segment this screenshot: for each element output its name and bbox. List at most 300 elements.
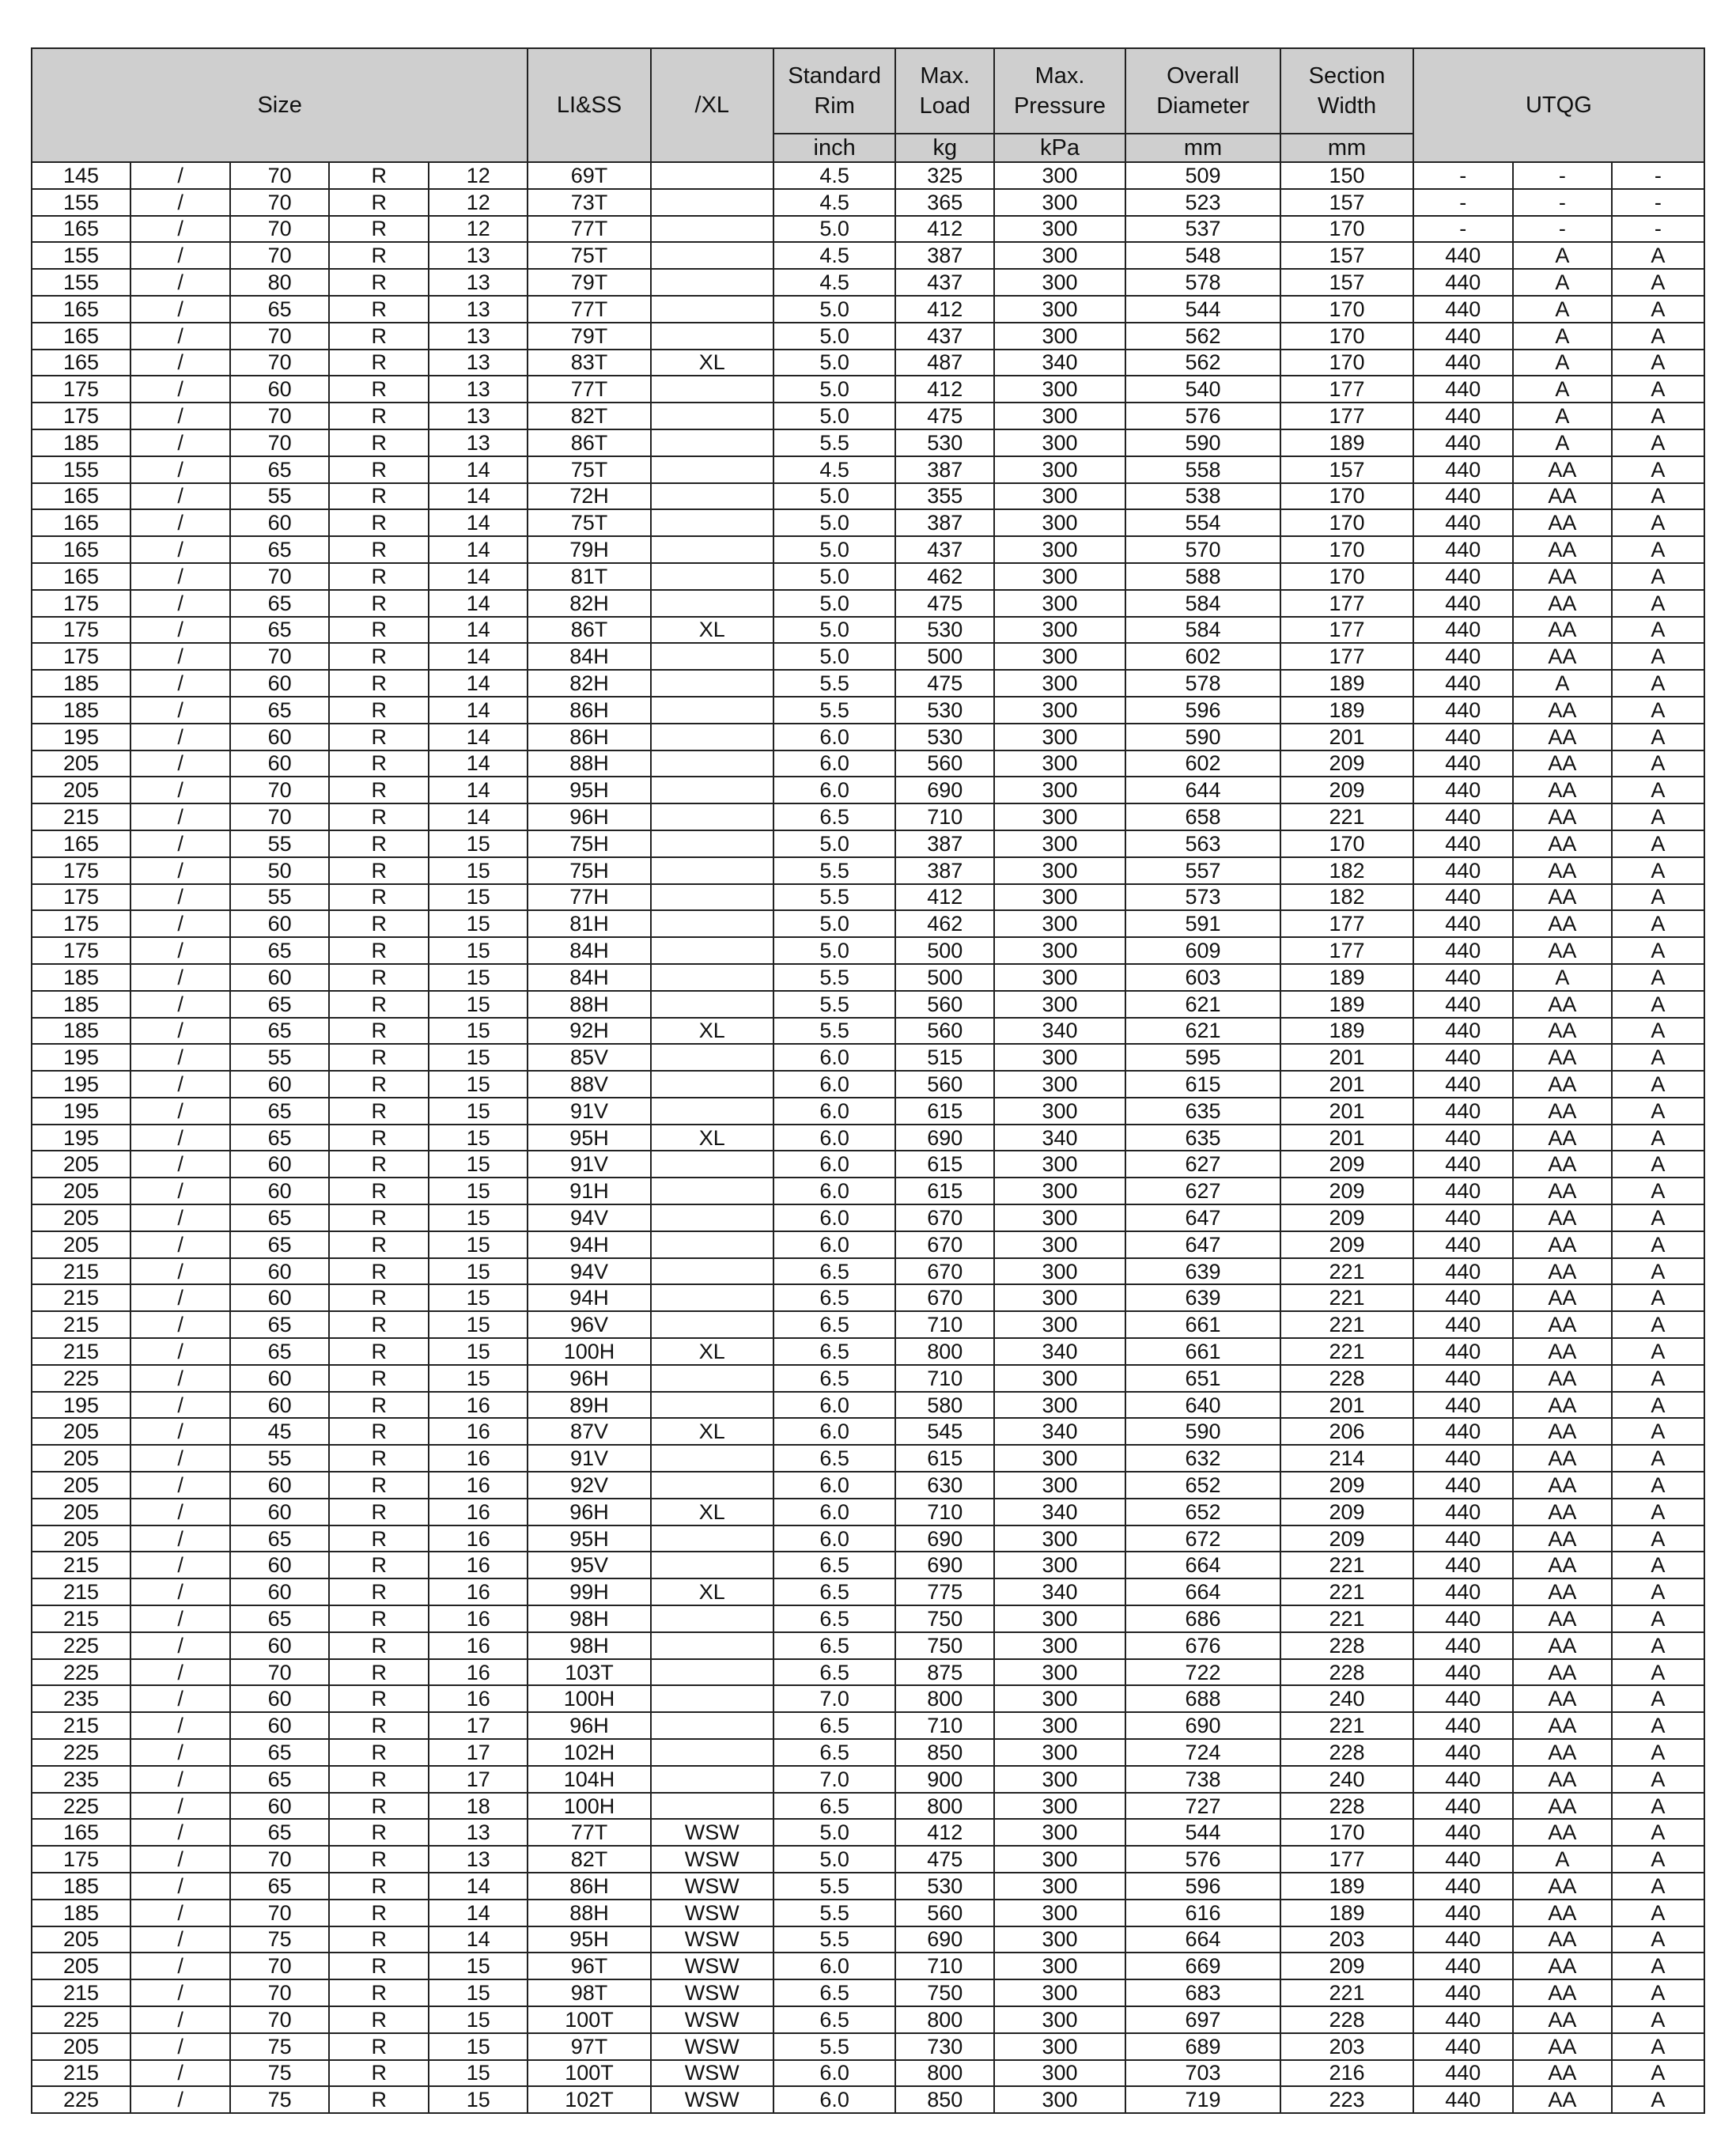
cell-utqg-temperature: A [1612,1044,1704,1071]
cell-utqg-temperature: A [1612,1926,1704,1953]
cell-slash: / [130,429,230,456]
cell-construction: R [329,1926,429,1953]
cell-max-pressure: 300 [994,429,1125,456]
cell-li-ss: 94V [528,1258,650,1285]
cell-slash: / [130,910,230,937]
cell-standard-rim: 5.0 [773,617,895,644]
cell-max-pressure: 300 [994,1445,1125,1472]
cell-utqg-traction: AA [1513,1018,1612,1045]
cell-rim-diameter: 15 [429,884,528,911]
cell-utqg-treadwear: 440 [1413,1499,1513,1525]
cell-overall-diameter: 639 [1125,1258,1281,1285]
cell-rim-diameter: 15 [429,1979,528,2006]
cell-max-pressure: 300 [994,1258,1125,1285]
table-row [32,2060,1704,2087]
cell-aspect: 65 [230,1525,329,1552]
cell-width: 165 [32,1819,130,1846]
header-max-load: Max. Load [895,48,994,134]
cell-utqg-treadwear: 440 [1413,1204,1513,1231]
tire-spec-sheet [31,47,1705,2114]
cell-utqg-temperature: A [1612,670,1704,697]
cell-construction: R [329,964,429,991]
cell-utqg-temperature: A [1612,1739,1704,1766]
cell-utqg-treadwear: 440 [1413,724,1513,750]
table-row [32,429,1704,456]
cell-section-width: 221 [1280,1712,1413,1739]
cell-slash: / [130,509,230,536]
cell-section-width: 209 [1280,750,1413,777]
table-row [32,991,1704,1018]
cell-max-load: 412 [895,376,994,403]
cell-overall-diameter: 590 [1125,724,1281,750]
cell-utqg-traction: AA [1513,1766,1612,1793]
cell-section-width: 228 [1280,1739,1413,1766]
cell-section-width: 177 [1280,376,1413,403]
cell-construction: R [329,1071,429,1098]
cell-overall-diameter: 627 [1125,1151,1281,1178]
cell-rim-diameter: 13 [429,296,528,323]
cell-aspect: 60 [230,1178,329,1204]
table-row [32,1151,1704,1178]
cell-width: 225 [32,1365,130,1392]
cell-construction: R [329,1018,429,1045]
cell-utqg-traction: AA [1513,1525,1612,1552]
cell-overall-diameter: 664 [1125,1578,1281,1605]
table-row [32,216,1704,243]
cell-xl: XL [651,350,773,376]
cell-max-load: 710 [895,1712,994,1739]
cell-max-pressure: 300 [994,2086,1125,2113]
cell-aspect: 60 [230,1578,329,1605]
cell-utqg-treadwear: 440 [1413,1793,1513,1820]
cell-utqg-traction: A [1513,350,1612,376]
cell-max-pressure: 340 [994,1578,1125,1605]
cell-utqg-traction: AA [1513,910,1612,937]
cell-overall-diameter: 697 [1125,2006,1281,2033]
cell-max-load: 730 [895,2033,994,2060]
cell-xl [651,857,773,884]
cell-standard-rim: 6.5 [773,803,895,830]
cell-max-load: 530 [895,429,994,456]
cell-width: 185 [32,670,130,697]
cell-overall-diameter: 664 [1125,1926,1281,1953]
cell-rim-diameter: 12 [429,162,528,189]
cell-utqg-treadwear: 440 [1413,991,1513,1018]
cell-utqg-temperature: A [1612,1258,1704,1285]
cell-section-width: 182 [1280,857,1413,884]
cell-max-load: 462 [895,910,994,937]
cell-slash: / [130,563,230,590]
cell-xl: WSW [651,1819,773,1846]
cell-utqg-traction: A [1513,269,1612,296]
cell-max-pressure: 300 [994,1525,1125,1552]
cell-max-pressure: 300 [994,1793,1125,1820]
cell-max-pressure: 300 [994,1766,1125,1793]
cell-xl [651,937,773,964]
cell-rim-diameter: 16 [429,1392,528,1419]
cell-construction: R [329,1712,429,1739]
cell-xl [651,1204,773,1231]
cell-utqg-traction: AA [1513,1499,1612,1525]
cell-li-ss: 88H [528,750,650,777]
cell-overall-diameter: 563 [1125,830,1281,857]
cell-xl: XL [651,1125,773,1151]
cell-construction: R [329,563,429,590]
cell-construction: R [329,1178,429,1204]
cell-section-width: 170 [1280,216,1413,243]
cell-li-ss: 86T [528,617,650,644]
cell-max-pressure: 300 [994,643,1125,670]
cell-li-ss: 99H [528,1578,650,1605]
cell-utqg-temperature: A [1612,777,1704,803]
cell-construction: R [329,937,429,964]
table-row [32,1071,1704,1098]
table-row [32,643,1704,670]
cell-rim-diameter: 15 [429,1231,528,1258]
cell-xl [651,1365,773,1392]
cell-rim-diameter: 16 [429,1525,528,1552]
cell-xl: WSW [651,1979,773,2006]
table-row [32,1578,1704,1605]
cell-utqg-traction: AA [1513,1392,1612,1419]
cell-standard-rim: 5.0 [773,536,895,563]
cell-utqg-traction: AA [1513,1873,1612,1900]
cell-max-load: 800 [895,1685,994,1712]
cell-standard-rim: 4.5 [773,242,895,269]
table-row [32,670,1704,697]
cell-li-ss: 100T [528,2060,650,2087]
cell-section-width: 203 [1280,2033,1413,2060]
cell-max-pressure: 300 [994,1926,1125,1953]
cell-slash: / [130,1338,230,1365]
cell-construction: R [329,830,429,857]
cell-max-pressure: 300 [994,617,1125,644]
header-xl: /XL [651,48,773,162]
cell-utqg-treadwear: 440 [1413,697,1513,724]
cell-aspect: 65 [230,296,329,323]
cell-utqg-temperature: A [1612,697,1704,724]
cell-xl [651,750,773,777]
cell-utqg-temperature: A [1612,724,1704,750]
cell-utqg-traction: AA [1513,1953,1612,1979]
cell-max-pressure: 300 [994,1739,1125,1766]
cell-li-ss: 73T [528,189,650,216]
cell-utqg-treadwear: 440 [1413,2033,1513,2060]
cell-slash: / [130,242,230,269]
table-row [32,697,1704,724]
cell-li-ss: 84H [528,643,650,670]
cell-xl [651,376,773,403]
cell-max-pressure: 340 [994,1418,1125,1445]
table-row [32,1499,1704,1525]
cell-rim-diameter: 15 [429,1018,528,1045]
cell-utqg-treadwear: 440 [1413,1338,1513,1365]
cell-max-load: 500 [895,643,994,670]
cell-construction: R [329,750,429,777]
cell-slash: / [130,991,230,1018]
cell-aspect: 70 [230,1953,329,1979]
cell-li-ss: 96T [528,1953,650,1979]
cell-rim-diameter: 14 [429,750,528,777]
cell-utqg-temperature: A [1612,1525,1704,1552]
cell-section-width: 157 [1280,456,1413,483]
cell-aspect: 65 [230,1311,329,1338]
cell-max-load: 690 [895,1125,994,1151]
cell-utqg-temperature: A [1612,991,1704,1018]
cell-slash: / [130,1926,230,1953]
cell-aspect: 65 [230,1873,329,1900]
cell-overall-diameter: 537 [1125,216,1281,243]
cell-max-load: 500 [895,964,994,991]
table-row [32,1926,1704,1953]
cell-rim-diameter: 13 [429,376,528,403]
cell-width: 155 [32,269,130,296]
cell-rim-diameter: 14 [429,617,528,644]
cell-slash: / [130,2086,230,2113]
cell-section-width: 189 [1280,1900,1413,1926]
table-row [32,350,1704,376]
cell-aspect: 70 [230,403,329,429]
cell-xl: XL [651,1499,773,1525]
cell-utqg-traction: AA [1513,1258,1612,1285]
cell-li-ss: 75T [528,456,650,483]
cell-construction: R [329,269,429,296]
cell-max-pressure: 300 [994,1178,1125,1204]
cell-rim-diameter: 13 [429,403,528,429]
cell-section-width: 170 [1280,536,1413,563]
unit-diameter: mm [1125,134,1281,162]
cell-construction: R [329,803,429,830]
cell-overall-diameter: 644 [1125,777,1281,803]
cell-overall-diameter: 652 [1125,1499,1281,1525]
cell-overall-diameter: 544 [1125,296,1281,323]
cell-utqg-treadwear: 440 [1413,1953,1513,1979]
cell-rim-diameter: 15 [429,1125,528,1151]
cell-standard-rim: 5.0 [773,563,895,590]
cell-utqg-traction: AA [1513,509,1612,536]
cell-utqg-treadwear: 440 [1413,296,1513,323]
table-row [32,1659,1704,1686]
cell-max-pressure: 300 [994,216,1125,243]
cell-utqg-temperature: A [1612,1605,1704,1632]
cell-xl [651,1525,773,1552]
cell-max-load: 487 [895,350,994,376]
cell-li-ss: 82H [528,590,650,617]
cell-max-pressure: 300 [994,1071,1125,1098]
cell-construction: R [329,1766,429,1793]
cell-max-load: 875 [895,1659,994,1686]
table-row [32,1418,1704,1445]
cell-width: 205 [32,1445,130,1472]
cell-max-load: 530 [895,697,994,724]
cell-xl [651,991,773,1018]
cell-xl [651,429,773,456]
cell-aspect: 60 [230,964,329,991]
table-row [32,937,1704,964]
cell-aspect: 65 [230,937,329,964]
cell-max-pressure: 300 [994,189,1125,216]
cell-rim-diameter: 13 [429,350,528,376]
cell-max-load: 710 [895,1365,994,1392]
cell-utqg-temperature: A [1612,1979,1704,2006]
cell-construction: R [329,910,429,937]
cell-utqg-treadwear: 440 [1413,350,1513,376]
cell-utqg-treadwear: 440 [1413,777,1513,803]
cell-li-ss: 95H [528,1525,650,1552]
cell-aspect: 70 [230,1659,329,1686]
cell-width: 165 [32,323,130,350]
table-row [32,1685,1704,1712]
cell-xl [651,242,773,269]
cell-width: 165 [32,509,130,536]
cell-slash: / [130,1499,230,1525]
cell-overall-diameter: 683 [1125,1979,1281,2006]
cell-aspect: 70 [230,242,329,269]
cell-overall-diameter: 651 [1125,1365,1281,1392]
cell-utqg-temperature: A [1612,1365,1704,1392]
cell-rim-diameter: 16 [429,1472,528,1499]
cell-overall-diameter: 621 [1125,991,1281,1018]
cell-section-width: 209 [1280,1472,1413,1499]
cell-xl [651,1552,773,1578]
cell-max-pressure: 300 [994,403,1125,429]
cell-utqg-temperature: A [1612,1953,1704,1979]
cell-utqg-treadwear: 440 [1413,1712,1513,1739]
cell-utqg-traction: AA [1513,1632,1612,1659]
cell-utqg-temperature: A [1612,1178,1704,1204]
cell-aspect: 60 [230,376,329,403]
cell-aspect: 65 [230,1766,329,1793]
table-row [32,1739,1704,1766]
cell-max-load: 800 [895,2006,994,2033]
cell-utqg-treadwear: 440 [1413,2060,1513,2087]
cell-li-ss: 81H [528,910,650,937]
cell-slash: / [130,536,230,563]
cell-width: 195 [32,1392,130,1419]
cell-standard-rim: 6.5 [773,1578,895,1605]
cell-li-ss: 82H [528,670,650,697]
cell-utqg-traction: A [1513,670,1612,697]
cell-aspect: 70 [230,1900,329,1926]
cell-standard-rim: 6.5 [773,2006,895,2033]
cell-xl [651,1178,773,1204]
cell-slash: / [130,617,230,644]
cell-rim-diameter: 12 [429,189,528,216]
cell-rim-diameter: 14 [429,509,528,536]
cell-width: 175 [32,1846,130,1873]
cell-standard-rim: 5.0 [773,350,895,376]
cell-section-width: 189 [1280,429,1413,456]
cell-standard-rim: 6.0 [773,1151,895,1178]
cell-max-pressure: 300 [994,323,1125,350]
cell-max-load: 475 [895,1846,994,1873]
cell-utqg-traction: AA [1513,2086,1612,2113]
cell-rim-diameter: 14 [429,536,528,563]
cell-section-width: 157 [1280,269,1413,296]
cell-xl [651,830,773,857]
cell-standard-rim: 6.0 [773,1525,895,1552]
cell-standard-rim: 6.5 [773,1659,895,1686]
cell-overall-diameter: 590 [1125,429,1281,456]
cell-utqg-treadwear: 440 [1413,617,1513,644]
cell-construction: R [329,2033,429,2060]
cell-slash: / [130,1151,230,1178]
cell-utqg-traction: AA [1513,857,1612,884]
cell-overall-diameter: 719 [1125,2086,1281,2113]
cell-slash: / [130,1258,230,1285]
table-body [32,162,1704,2113]
cell-standard-rim: 6.0 [773,1044,895,1071]
cell-width: 205 [32,1472,130,1499]
cell-aspect: 65 [230,991,329,1018]
cell-slash: / [130,189,230,216]
cell-slash: / [130,830,230,857]
cell-standard-rim: 5.5 [773,697,895,724]
cell-utqg-traction: AA [1513,750,1612,777]
cell-slash: / [130,1632,230,1659]
cell-rim-diameter: 14 [429,643,528,670]
cell-xl [651,1151,773,1178]
cell-rim-diameter: 13 [429,1819,528,1846]
cell-max-load: 690 [895,1525,994,1552]
cell-xl: WSW [651,2006,773,2033]
header-overall-diameter: Overall Diameter [1125,48,1281,134]
cell-slash: / [130,376,230,403]
cell-section-width: 209 [1280,1178,1413,1204]
cell-aspect: 65 [230,590,329,617]
cell-section-width: 157 [1280,242,1413,269]
cell-construction: R [329,724,429,750]
cell-utqg-traction: AA [1513,1125,1612,1151]
cell-section-width: 201 [1280,1125,1413,1151]
cell-rim-diameter: 14 [429,456,528,483]
cell-section-width: 170 [1280,509,1413,536]
cell-construction: R [329,1525,429,1552]
cell-max-pressure: 300 [994,2033,1125,2060]
table-row [32,750,1704,777]
cell-standard-rim: 5.0 [773,323,895,350]
cell-width: 145 [32,162,130,189]
cell-slash: / [130,1098,230,1125]
cell-construction: R [329,1739,429,1766]
cell-construction: R [329,857,429,884]
cell-utqg-temperature: A [1612,1071,1704,1098]
cell-width: 175 [32,910,130,937]
cell-section-width: 177 [1280,937,1413,964]
cell-standard-rim: 5.5 [773,1873,895,1900]
cell-overall-diameter: 658 [1125,803,1281,830]
cell-max-pressure: 300 [994,1151,1125,1178]
cell-width: 165 [32,483,130,510]
cell-overall-diameter: 615 [1125,1071,1281,1098]
unit-rim: inch [773,134,895,162]
cell-aspect: 65 [230,456,329,483]
table-row [32,1979,1704,2006]
cell-width: 215 [32,1605,130,1632]
cell-standard-rim: 6.5 [773,1258,895,1285]
cell-li-ss: 77H [528,884,650,911]
cell-overall-diameter: 558 [1125,456,1281,483]
cell-utqg-treadwear: 440 [1413,857,1513,884]
cell-xl [651,483,773,510]
cell-standard-rim: 6.0 [773,1098,895,1125]
cell-max-load: 560 [895,750,994,777]
cell-xl [651,296,773,323]
cell-rim-diameter: 15 [429,830,528,857]
cell-utqg-temperature: A [1612,509,1704,536]
cell-overall-diameter: 688 [1125,1685,1281,1712]
cell-width: 185 [32,429,130,456]
